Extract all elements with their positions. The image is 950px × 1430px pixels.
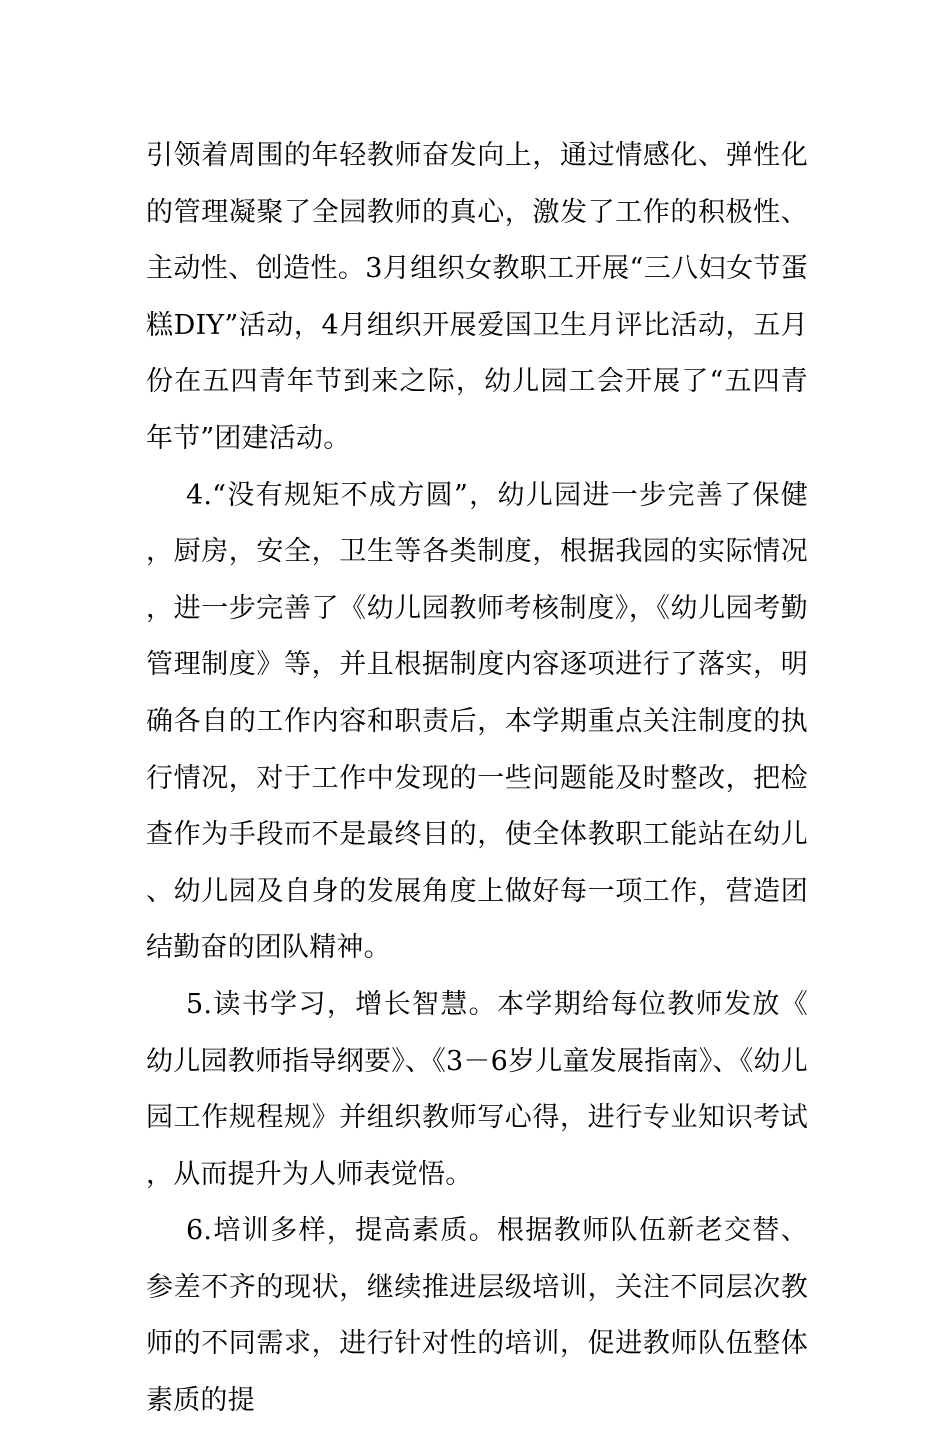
paragraph-item-6-training: 6.培训多样，提高素质。根据教师队伍新老交替、参差不齐的现状，继续推进层级培训，关注不同层次教师的不同需求，进行针对性的培训，促进教师队伍整体素质的提 [146,1215,808,1417]
paragraph-item-5-reading: 5.读书学习，增长智慧。本学期给每位教师发放《幼儿园教师指导纲要》、《3－6岁儿童发展指南》、《幼儿园工作规程规》并组织教师写心得，进行专业知识考试，从而提升为人师表觉悟。 [146,988,808,1190]
document-body [146,128,808,1430]
paragraph-item-4-rules: 4.“没有规矩不成方圆”，幼儿园进一步完善了保健，厨房，安全，卫生等各类制度，根据我园的实际情况，进一步完善了《幼儿园教师考核制度》，《幼儿园考勤管理制度》等，并且根据制度内容逐项进行了落实，明确各自的工作内容和职责后，本学期重点关注制度的执行情况，对于工作中发现的一些问题能及时整改，把检查作为手段而不是最终目的，使全体教职工能站在幼儿、幼儿园及自身的发展角度上做好每一项工作，营造团结勤奋的团队精神。 [146,479,808,964]
paragraph-continuation: 引领着周围的年轻教师奋发向上，通过情感化、弹性化的管理凝聚了全园教师的真心，激发了工作的积极性、主动性、创造性。3月组织女教职工开展“三八妇女节蛋糕DIY”活动，4月组织开展爱国卫生月评比活动，五月份在五四青年节到来之际，幼儿园工会开展了“五四青年节”团建活动。 [146,140,808,454]
